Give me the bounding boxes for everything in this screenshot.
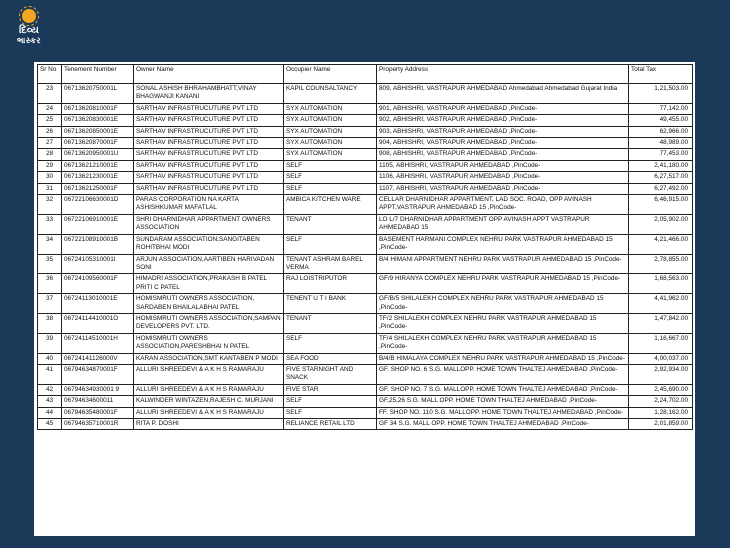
cell-occupier-name: SYX AUTOMATION [284,149,377,160]
cell-sr-no: 29 [38,160,62,171]
header-occupier-name: Occupier Name [284,65,377,84]
cell-total-tax: 2,24,702.00 [629,396,693,407]
cell-total-tax: 2,41,180.00 [629,160,693,171]
cell-occupier-name: TENANT [284,214,377,234]
cell-sr-no: 34 [38,234,62,254]
cell-occupier-name: SYX AUTOMATION [284,115,377,126]
cell-sr-no: 42 [38,384,62,395]
table-row [38,294,693,314]
cell-occupier-name: TENANT [284,313,377,333]
cell-total-tax: 2,01,859.00 [629,419,693,430]
cell-occupier-name: SELF [284,183,377,194]
cell-owner-name: SARTHAV INFRASTRUCUTURE PVT LTD [134,138,284,149]
cell-total-tax: 6,27,517.00 [629,172,693,183]
header-sr-no: Sr No [38,65,62,84]
cell-property-address: B/4 HIMANI APPARTMENT NEHRU PARK VASTRAPUR AHMEDABAD 15 ,PinCode- [377,254,629,274]
cell-owner-name: SONAL ASHISH BHRAHAMBHATT,VINAY BHAGWANJI KANANI [134,84,284,104]
table-row [38,195,693,215]
cell-sr-no: 36 [38,274,62,294]
cell-tenement-number: 06724114410001O [62,313,134,333]
table-row [38,254,693,274]
cell-owner-name: HOMISMRUTI OWNERS ASSOCIATION,SAMPAN DEVELOPERS PVT. LTD. [134,313,284,333]
cell-sr-no: 26 [38,126,62,137]
cell-tenement-number: 06713620870001F [62,138,134,149]
cell-sr-no: 27 [38,138,62,149]
cell-occupier-name: FIVE STARNIGHT AND SNACK [284,364,377,384]
cell-sr-no: 25 [38,115,62,126]
cell-tenement-number: 06724114510001H [62,333,134,353]
cell-owner-name: HOMISMRUTI OWNERS ASSOCIATION,PARESHBHAI N PATEL [134,333,284,353]
cell-tenement-number: 06724109560001F [62,274,134,294]
cell-occupier-name: FIVE STAR [284,384,377,395]
cell-property-address: FF. SHOP NO. 110 S.G. MALLOPP. HOME TOWN THALTEJ AHMEDABAD ,PinCode- [377,407,629,418]
cell-tenement-number: 06713620830001E [62,115,134,126]
cell-sr-no: 28 [38,149,62,160]
cell-occupier-name: TENENT U T I BANK [284,294,377,314]
cell-property-address: CELLAR DHARNIDHAR APPARTMENT, LAD SOC. ROAD, OPP AVINASH APPT,VASTRAPUR AHMEDABAD 15 ,PinCode- [377,195,629,215]
cell-property-address: B/4/B HIMALAYA COMPLEX NEHRU PARK VASTRAPUR AHMEDABAD 15 ,PinCode- [377,353,629,364]
cell-tenement-number: 06713621210001E [62,160,134,171]
cell-total-tax: 1,16,667.00 [629,333,693,353]
cell-occupier-name: SYX AUTOMATION [284,103,377,114]
table-row [38,333,693,353]
cell-property-address: GF/B/5 SHILALEKH COMPLEX NEHRU PARK VASTRAPUR AHMEDABAD 15 ,PinCode- [377,294,629,314]
table-row [38,364,693,384]
logo-line-1: દિવ્ય [19,25,39,36]
cell-total-tax: 1,68,563.00 [629,274,693,294]
cell-owner-name: SARTHAV INFRASTRUCUTURE PVT LTD [134,149,284,160]
cell-total-tax: 4,41,962.00 [629,294,693,314]
cell-occupier-name: SELF [284,160,377,171]
cell-sr-no: 24 [38,103,62,114]
cell-tenement-number: 06794635710001R [62,419,134,430]
cell-total-tax: 1,47,842.00 [629,313,693,333]
cell-total-tax: 6,46,915.00 [629,195,693,215]
cell-occupier-name: SELF [284,407,377,418]
table-row [38,115,693,126]
table-row [38,183,693,194]
cell-sr-no: 23 [38,84,62,104]
cell-occupier-name: KAPIL COUNSALTANCY [284,84,377,104]
cell-sr-no: 30 [38,172,62,183]
table-row [38,384,693,395]
cell-tenement-number: 06794634600011 [62,396,134,407]
table-row [38,353,693,364]
table-row [38,396,693,407]
cell-total-tax: 2,78,855.00 [629,254,693,274]
cell-tenement-number: 06713620850001E [62,126,134,137]
cell-tenement-number: 06722108910001B [62,234,134,254]
cell-property-address: GF 34 S.G. MALL OPP. HOME TOWN THALTEJ AHMEDABAD ,PinCode- [377,419,629,430]
cell-sr-no: 40 [38,353,62,364]
table-row [38,103,693,114]
table-row [38,84,693,104]
table-row [38,138,693,149]
cell-property-address: 904, ABHISHRI, VASTRAPUR AHMEDABAD ,PinCode- [377,138,629,149]
cell-occupier-name: AMBICA KITCHEN WARE [284,195,377,215]
cell-occupier-name: SYX AUTOMATION [284,138,377,149]
cell-owner-name: SARTHAV INFRASTRUCUTURE PVT LTD [134,115,284,126]
cell-occupier-name: SEA FOOD [284,353,377,364]
document-sheet [34,62,695,536]
cell-property-address: GF. SHOP NO. 7 S.G. MALLOPP. HOME TOWN THALTEJ AHMEDABAD ,PinCode- [377,384,629,395]
cell-owner-name: ALLURI SHREEDEVI & A K H S RAMARAJU [134,364,284,384]
cell-owner-name: KARAN ASSOCIATION,SMT KANTABEN P MODI [134,353,284,364]
divya-bhaskar-logo [8,6,50,52]
cell-tenement-number: 06724113010001E [62,294,134,314]
cell-owner-name: SARTHAV INFRASTRUCUTURE PVT LTD [134,172,284,183]
table-row [38,214,693,234]
cell-tenement-number: 06713621230001E [62,172,134,183]
cell-owner-name: ALLURI SHREEDEVI & A K H S RAMARAJU [134,407,284,418]
cell-total-tax: 48,989.00 [629,138,693,149]
cell-owner-name: ARJUN ASSOCIATION,AARTIBEN HARIVADAN SONI [134,254,284,274]
cell-property-address: 901, ABHISHRI, VASTRAPUR AHMEDABAD ,PinCode- [377,103,629,114]
cell-occupier-name: SELF [284,172,377,183]
cell-sr-no: 32 [38,195,62,215]
cell-owner-name: SARTHAV INFRASTRUCUTURE PVT LTD [134,126,284,137]
cell-property-address: TF/2 SHILALEKH COMPLEX NEHRU PARK VASTRAPUR AHMEDABAD 15 ,PinCode- [377,313,629,333]
table-row [38,313,693,333]
cell-owner-name: SHRI DHARNIDHAR APPARTMENT OWNERS ASSOCIATION [134,214,284,234]
cell-owner-name: ALLURI SHREEDEVI & A K H S RAMARAJU [134,384,284,395]
cell-property-address: 809, ABHISHRI, VASTRAPUR AHMEDABAD Ahmedabad Ahmedabad Gujarat India [377,84,629,104]
cell-occupier-name: RELIANCE RETAIL LTD [284,419,377,430]
cell-total-tax: 4,21,466.00 [629,234,693,254]
cell-property-address: 1106, ABHISHRI, VASTRAPUR AHMEDABAD ,PinCode- [377,172,629,183]
cell-sr-no: 38 [38,313,62,333]
cell-tenement-number: 06724105310001I [62,254,134,274]
cell-tenement-number: 06713620810001F [62,103,134,114]
cell-sr-no: 33 [38,214,62,234]
cell-tenement-number: 06722106630001D [62,195,134,215]
cell-sr-no: 37 [38,294,62,314]
cell-sr-no: 41 [38,364,62,384]
cell-tenement-number: 06724141126000V [62,353,134,364]
header-total-tax: Total Tax [629,65,693,84]
cell-total-tax: 49,455.00 [629,115,693,126]
cell-total-tax: 77,453.00 [629,149,693,160]
cell-total-tax: 2,92,934.00 [629,364,693,384]
cell-sr-no: 44 [38,407,62,418]
table-row [38,160,693,171]
cell-sr-no: 45 [38,419,62,430]
cell-owner-name: SUNDARAM ASSOCIATION,SANGITABEN ROHITBHAI MODI [134,234,284,254]
cell-owner-name: RITA P. DOSHI [134,419,284,430]
cell-property-address: 902, ABHISHRI, VASTRAPUR AHMEDABAD ,PinCode- [377,115,629,126]
cell-occupier-name: SYX AUTOMATION [284,126,377,137]
cell-tenement-number: 06713620950001U [62,149,134,160]
property-tax-table [37,64,693,430]
cell-tenement-number: 06713620750001L [62,84,134,104]
cell-property-address: BASEMENT HARMANI COMPLEX NEHRU PARK VASTRAPUR AHMEDABAD 15 ,PinCode- [377,234,629,254]
cell-total-tax: 2,05,902.00 [629,214,693,234]
cell-owner-name: SARTHAV INFRASTRUCUTURE PVT LTD [134,160,284,171]
cell-tenement-number: 06713621250001F [62,183,134,194]
cell-sr-no: 39 [38,333,62,353]
cell-owner-name: SARTHAV INFRASTRUCUTURE PVT LTD [134,183,284,194]
cell-total-tax: 1,21,503.00 [629,84,693,104]
cell-tenement-number: 06794634870001F [62,364,134,384]
header-property-address: Property Address [377,65,629,84]
cell-tenement-number: 06794634930001 9 [62,384,134,395]
table-row [38,149,693,160]
cell-occupier-name: RAJ LOISTRIPUTOR [284,274,377,294]
table-row [38,274,693,294]
cell-total-tax: 77,142.00 [629,103,693,114]
cell-property-address: 903, ABHISHRI, VASTRAPUR AHMEDABAD ,PinCode- [377,126,629,137]
logo-line-2: ભાસ્કર [16,36,42,45]
cell-occupier-name: TENANT ASHRAM BAREL VERMA [284,254,377,274]
cell-total-tax: 62,966.00 [629,126,693,137]
header-owner-name: Owner Name [134,65,284,84]
cell-tenement-number: 06722106910001E [62,214,134,234]
cell-owner-name: HIMADRI ASSOCIATION,PRAKASH B PATEL PRITI C PATEL [134,274,284,294]
cell-owner-name: PARAS CORPORATION NA KARTA ASHISHKUMAR MAFATLAL [134,195,284,215]
cell-owner-name: HOMISMRUTI OWNERS ASSOCIATION, SARDABEN BHAILALABHAI PATEL [134,294,284,314]
cell-property-address: 1107, ABHISHRI, VASTRAPUR AHMEDABAD ,PinCode- [377,183,629,194]
cell-total-tax: 2,45,690.00 [629,384,693,395]
cell-occupier-name: SELF [284,333,377,353]
cell-sr-no: 43 [38,396,62,407]
cell-owner-name: KALWINDER WINTAZEN,RAJESH C. MURJANI [134,396,284,407]
cell-sr-no: 35 [38,254,62,274]
cell-total-tax: 4,00,037.00 [629,353,693,364]
cell-tenement-number: 06794635480001F [62,407,134,418]
cell-property-address: GF/9 HIRANYA COMPLEX NEHRU PARK VASTRAPUR AHMEDABAD 15 ,PinCode- [377,274,629,294]
cell-total-tax: 1,28,162.00 [629,407,693,418]
table-row [38,172,693,183]
cell-total-tax: 6,27,492.00 [629,183,693,194]
cell-property-address: GF,25,26 S.G. MALL OPP. HOME TOWN THALTEJ AHMEDABAD ,PinCode- [377,396,629,407]
table-header-row [38,65,693,84]
table-row [38,419,693,430]
table-row [38,126,693,137]
cell-occupier-name: SELF [284,396,377,407]
cell-property-address: GF. SHOP NO. 6 S.G. MALLOPP. HOME TOWN THALTEJ AHMEDABAD ,PinCode- [377,364,629,384]
cell-property-address: TF/4 SHILALEKH COMPLEX NEHRU PARK VASTRAPUR AHMEDABAD 15 ,PinCode- [377,333,629,353]
cell-occupier-name: SELF [284,234,377,254]
table-row [38,407,693,418]
table-row [38,234,693,254]
table-body [38,84,693,430]
cell-owner-name: SARTHAV INFRASTRUCUTURE PVT LTD [134,103,284,114]
sun-icon [22,9,36,23]
cell-property-address: 1105, ABHISHRI, VASTRAPUR AHMEDABAD ,PinCode- [377,160,629,171]
cell-property-address: 908, ABHISHRI, VASTRAPUR AHMEDABAD ,PinCode- [377,149,629,160]
header-tenement-number: Tenement Number [62,65,134,84]
cell-sr-no: 31 [38,183,62,194]
cell-property-address: LO L/7 DHARNIDHAR APPARTMENT OPP AVINASH APPT VASTRAPUR AHMEDABAD 15 [377,214,629,234]
